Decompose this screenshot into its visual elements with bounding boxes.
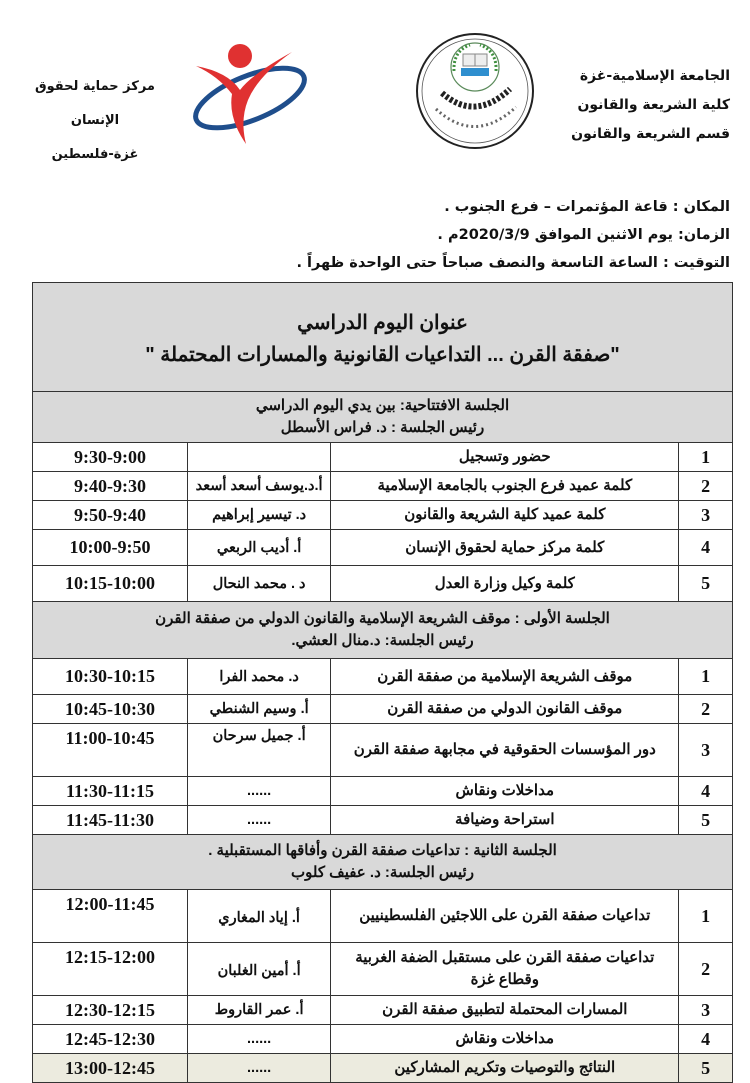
row-number: 2 xyxy=(679,943,733,996)
row-time: 10:15-10:00 xyxy=(33,566,188,602)
human-figure-orbit-logo-icon xyxy=(188,38,308,146)
row-number: 4 xyxy=(679,530,733,566)
table-row xyxy=(33,890,733,943)
program-title-line2: "صفقة القرن ... التداعيات القانونية والمسارات المحتملة " xyxy=(145,344,620,366)
row-topic: كلمة مركز حماية لحقوق الإنسان xyxy=(331,530,679,566)
row-topic: مداخلات ونقاش xyxy=(331,1025,679,1054)
university-heading xyxy=(550,62,730,149)
program-title xyxy=(33,283,733,392)
row-time: 12:45-12:30 xyxy=(33,1025,188,1054)
organization-name: مركز حماية لحقوق الإنسان xyxy=(35,79,155,128)
row-time: 12:00-11:45 xyxy=(33,890,188,943)
row-time: 10:00-9:50 xyxy=(33,530,188,566)
row-time: 9:30-9:00 xyxy=(33,443,188,472)
row-time: 13:00-12:45 xyxy=(33,1054,188,1083)
row-topic: استراحة وضيافة xyxy=(331,806,679,835)
table-row-highlighted xyxy=(33,1054,733,1083)
table-row xyxy=(33,530,733,566)
row-topic: النتائج والتوصيات وتكريم المشاركين xyxy=(331,1054,679,1083)
session-header-first xyxy=(33,602,733,659)
row-number: 5 xyxy=(679,1054,733,1083)
row-speaker: أ. عمر القاروط xyxy=(188,996,331,1025)
row-speaker: أ. أديب الربعي xyxy=(188,530,331,566)
session-heading: الجلسة الأولى : موقف الشريعة الإسلامية والقانون الدولي من صفقة القرن xyxy=(155,610,610,627)
row-topic: تداعيات صفقة القرن على اللاجئين الفلسطينيين xyxy=(331,890,679,943)
table-row xyxy=(33,724,733,777)
row-number: 2 xyxy=(679,472,733,501)
row-speaker xyxy=(188,443,331,472)
table-row xyxy=(33,943,733,996)
university-name: الجامعة الإسلامية-غزة xyxy=(579,68,730,84)
row-number: 3 xyxy=(679,724,733,777)
row-time: 10:45-10:30 xyxy=(33,695,188,724)
event-details xyxy=(210,193,730,277)
table-row xyxy=(33,1025,733,1054)
row-number: 4 xyxy=(679,1025,733,1054)
session-chair: رئيس الجلسة: د.منال العشي. xyxy=(291,632,474,649)
table-row xyxy=(33,659,733,695)
table-row xyxy=(33,806,733,835)
row-number: 3 xyxy=(679,996,733,1025)
row-time: 9:40-9:30 xyxy=(33,472,188,501)
table-row xyxy=(33,996,733,1025)
row-speaker: ...... xyxy=(188,777,331,806)
row-time: 9:50-9:40 xyxy=(33,501,188,530)
islamic-university-seal-icon xyxy=(412,27,538,153)
session-header-second xyxy=(33,835,733,890)
row-topic: كلمة عميد كلية الشريعة والقانون xyxy=(331,501,679,530)
row-number: 4 xyxy=(679,777,733,806)
session-chair: رئيس الجلسة : د. فراس الأسطل xyxy=(280,419,485,436)
row-number: 5 xyxy=(679,566,733,602)
row-number: 2 xyxy=(679,695,733,724)
row-time: 11:00-10:45 xyxy=(33,724,188,777)
row-topic: كلمة عميد فرع الجنوب بالجامعة الإسلامية xyxy=(331,472,679,501)
organization-heading xyxy=(10,70,180,172)
row-topic: موقف القانون الدولي من صفقة القرن xyxy=(331,695,679,724)
row-speaker: د. محمد الفرا xyxy=(188,659,331,695)
event-place: المكان : قاعة المؤتمرات – فرع الجنوب . xyxy=(444,199,730,215)
row-time: 12:15-12:00 xyxy=(33,943,188,996)
faculty-name: كلية الشريعة والقانون xyxy=(577,97,730,113)
row-topic: تداعيات صفقة القرن على مستقبل الضفة الغربية وقطاع غزة xyxy=(331,943,679,996)
table-row xyxy=(33,443,733,472)
row-speaker: أ. وسيم الشنطي xyxy=(188,695,331,724)
row-topic: مداخلات ونقاش xyxy=(331,777,679,806)
row-speaker: أ. إياد المغاري xyxy=(188,890,331,943)
table-row xyxy=(33,777,733,806)
table-row xyxy=(33,695,733,724)
table-row xyxy=(33,472,733,501)
row-topic: حضور وتسجيل xyxy=(331,443,679,472)
row-number: 1 xyxy=(679,443,733,472)
row-number: 1 xyxy=(679,890,733,943)
table-row xyxy=(33,566,733,602)
organization-location: غزة-فلسطين xyxy=(51,147,139,162)
event-date: الزمان: يوم الاثنين الموافق 2020/3/9م . xyxy=(437,227,730,243)
session-chair: رئيس الجلسة: د. عفيف كلوب xyxy=(291,864,474,881)
session-heading: الجلسة الافتتاحية: بين يدي اليوم الدراسي xyxy=(255,397,510,414)
row-speaker: د. تيسير إبراهيم xyxy=(188,501,331,530)
row-number: 1 xyxy=(679,659,733,695)
row-time: 10:30-10:15 xyxy=(33,659,188,695)
row-number: 5 xyxy=(679,806,733,835)
table-row xyxy=(33,501,733,530)
row-speaker: د . محمد النحال xyxy=(188,566,331,602)
row-time: 12:30-12:15 xyxy=(33,996,188,1025)
row-topic: المسارات المحتملة لتطبيق صفقة القرن xyxy=(331,996,679,1025)
row-speaker: ...... xyxy=(188,1054,331,1083)
session-header-opening xyxy=(33,392,733,443)
row-time: 11:30-11:15 xyxy=(33,777,188,806)
row-time: 11:45-11:30 xyxy=(33,806,188,835)
row-speaker: أ. أمين الغلبان xyxy=(188,943,331,996)
row-topic: دور المؤسسات الحقوقية في مجابهة صفقة القرن xyxy=(331,724,679,777)
program-table xyxy=(32,282,733,1083)
department-name: قسم الشريعة والقانون xyxy=(571,126,730,142)
row-speaker: أ.د.يوسف أسعد أسعد xyxy=(188,472,331,501)
row-topic: كلمة وكيل وزارة العدل xyxy=(331,566,679,602)
event-time: التوقيت : الساعة التاسعة والنصف صباحاً حتى الواحدة ظهراً . xyxy=(296,255,730,271)
program-title-line1: عنوان اليوم الدراسي xyxy=(297,312,468,334)
row-speaker: ...... xyxy=(188,806,331,835)
row-number: 3 xyxy=(679,501,733,530)
row-speaker: أ. جميل سرحان xyxy=(188,724,331,777)
row-speaker: ...... xyxy=(188,1025,331,1054)
row-topic: موقف الشريعة الإسلامية من صفقة القرن xyxy=(331,659,679,695)
session-heading: الجلسة الثانية : تداعيات صفقة القرن وأفاقها المستقبلية . xyxy=(208,842,557,859)
